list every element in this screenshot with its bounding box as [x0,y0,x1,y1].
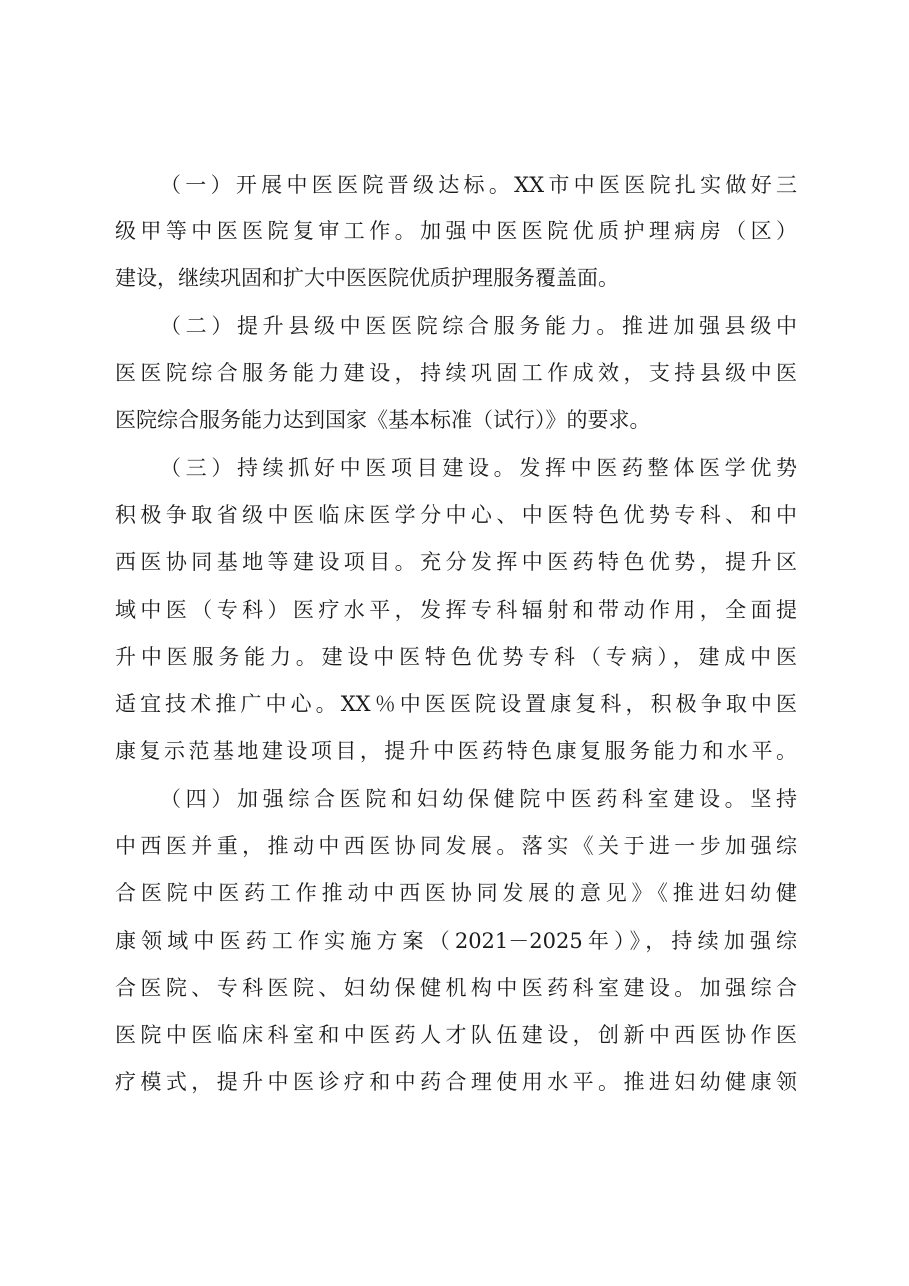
paragraph-3-line-2: 积极争取省级中医临床医学分中心、中医特色优势专科、和中 [115,503,797,527]
paragraph-1-line-2: 级甲等中医医院复审工作。加强中医医院优质护理病房（区） [115,219,797,243]
paragraph-4-line-2: 中西医并重，推动中西医协同发展。落实《关于进一步加强综 [115,834,797,858]
paragraph-2-line-2: 医医院综合服务能力建设，持续巩固工作成效，支持县级中医 [115,361,797,385]
paragraph-3-line-6: 适宜技术推广中心。XX％中医医院设置康复科，积极争取中医 [115,692,797,716]
paragraph-4-line-3: 合医院中医药工作推动中西医协同发展的意见》《推进妇幼健 [115,881,797,905]
paragraph-1-line-3: 建设，继续巩固和扩大中医医院优质护理服务覆盖面。 [115,266,619,290]
paragraph-4-line-4: 康领域中医药工作实施方案（2021－2025年）》，持续加强综 [115,929,797,953]
paragraph-2-line-1: （二）提升县级中医医院综合服务能力。推进加强县级中 [160,314,797,338]
paragraph-3-line-3: 西医协同基地等建设项目。充分发挥中医药特色优势，提升区 [115,550,797,574]
paragraph-4-line-5: 合医院、专科医院、妇幼保健机构中医药科室建设。加强综合 [115,976,797,1000]
paragraph-4-line-6: 医院中医临床科室和中医药人才队伍建设，创新中西医协作医 [115,1023,797,1047]
paragraph-3-line-1: （三）持续抓好中医项目建设。发挥中医药整体医学优势 [160,456,797,480]
paragraph-1-line-1: （一）开展中医医院晋级达标。XX市中医医院扎实做好三 [160,173,797,197]
paragraph-4-line-7: 疗模式，提升中医诊疗和中药合理使用水平。推进妇幼健康领 [115,1070,797,1094]
paragraph-2-line-3: 医院综合服务能力达到国家《基本标准（试行）》的要求。 [115,408,651,432]
paragraph-3-line-4: 域中医（专科）医疗水平，发挥专科辐射和带动作用，全面提 [115,598,797,622]
paragraph-3-line-5: 升中医服务能力。建设中医特色优势专科（专病），建成中医 [115,645,797,669]
paragraph-4-line-1: （四）加强综合医院和妇幼保健院中医药科室建设。坚持 [160,787,797,811]
paragraph-3-line-7: 康复示范基地建设项目，提升中医药特色康复服务能力和水平。 [115,739,797,763]
